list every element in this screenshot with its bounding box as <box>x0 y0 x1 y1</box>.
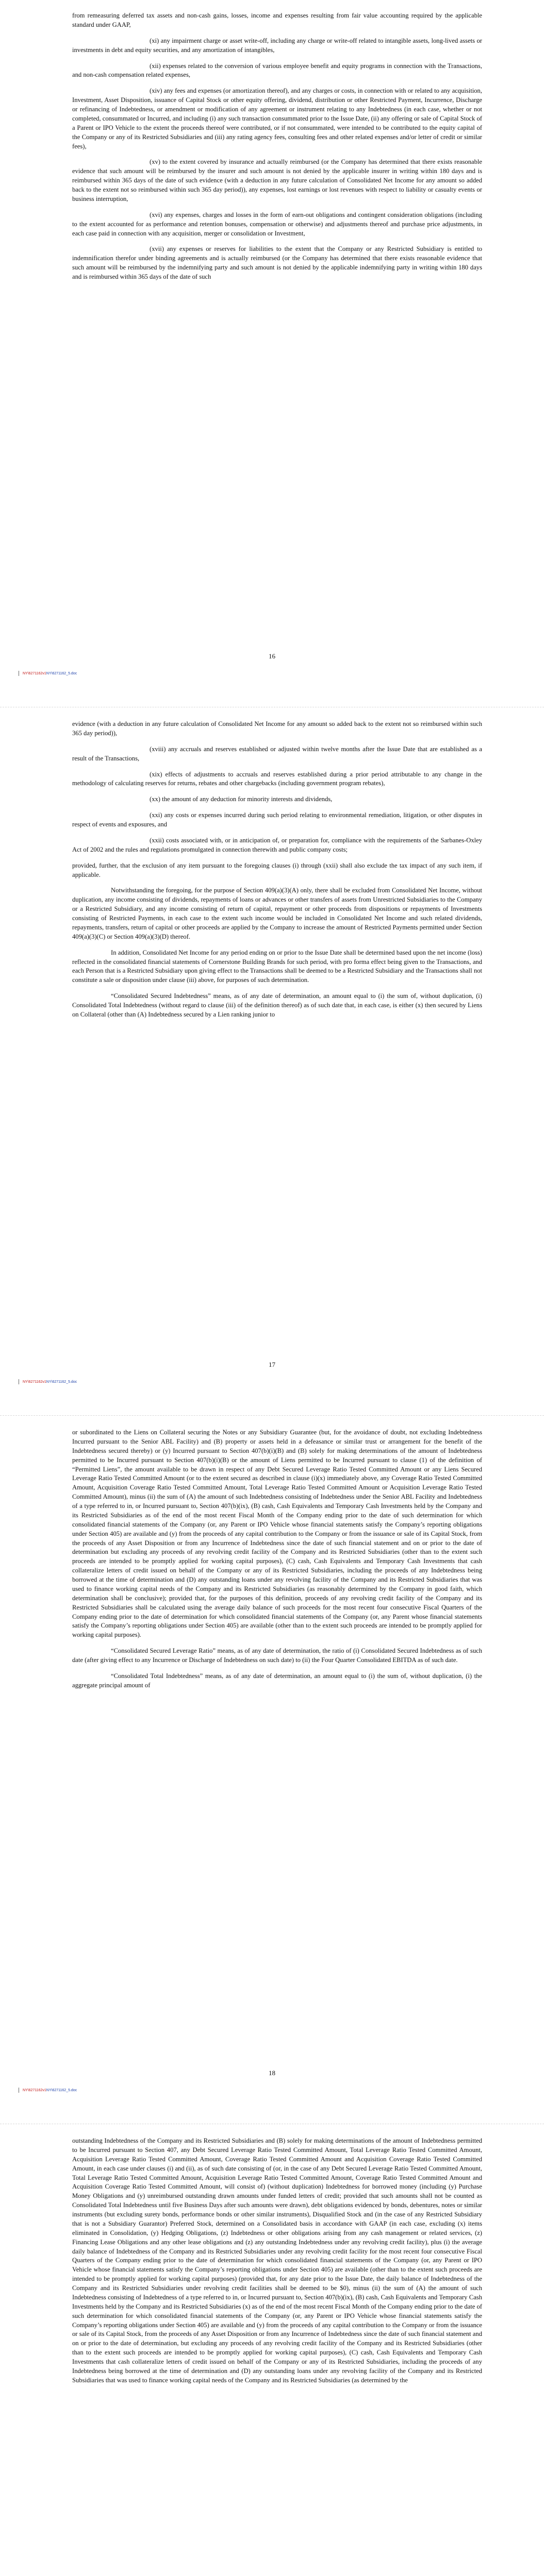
paragraph: outstanding Indebtedness of the Company and its Restricted Subsidiaries and (B) solely for making determinations of the amount of Indebtedness permitted to be Incurred pursuant to Section 407, any Debt Secured Leverage Ratio Tested Committed Amount, Total Leverage Ratio Tested Committed Amount, Acquisition Leverage Ratio Tested Committed Amount, Coverage Ratio Tested Committed Amount and Acquisition Coverage Ratio Tested Committed Amount, in each case under clauses (i) and (ii), as of such date consisting of (or, in the case of any Debt Secured Leverage Ratio Tested Committed Amount, Total Leverage Ratio Tested Committed Amount, Acquisition Leverage Ratio Tested Committed Amount, Coverage Ratio Tested Committed Amount and Acquisition Coverage Ratio Tested Committed Amount, will consist of) (without duplication) Indebtedness for borrowed money (including (y) Purchase Money Obligations and (y) unreimbursed outstanding drawn amounts under funded letters of credit; provided that such amounts shall not be counted as Consolidated Total Indebtedness until five Business Days after such amounts were drawn), debt obligations evidenced by bonds, debentures, notes or similar instruments (but excluding surety bonds, performance bonds or other similar instruments), Disqualified Stock and (in the case of any Restricted Subsidiary that is not a Subsidiary Guarantor) Preferred Stock, determined on a Consolidated basis in accordance with GAAP (in each case, excluding (x) items eliminated in Consolidation, (y) Hedging Obligations, (z) Indebtedness or other obligations arising from any cash management or related services, (z) Financing Lease Obligations and any other lease obligations and (z) any outstanding Indebtedness under any revolving credit facility), plus (i) the average daily balance of Indebtedness of the Company and its Restricted Subsidiaries under any revolving credit facility for the most recent four consecutive Fiscal Quarters of the Company ending prior to the date of determination for which consolidated financial statements of the Company (or, any Parent or IPO Vehicle whose financial statements satisfy the Company’s reporting obligations under Section 405) are available (other than to the extent such proceeds are intended to be promptly applied for working capital purposes) (provided that, for any date prior to the Issue Date, the daily balance of Indebtedness of the Company and its Restricted Subsidiaries under revolving credit facilities shall be deemed to be $0), minus (ii) the sum of (A) the amount of such Indebtedness consisting of Indebtedness of a type referred to in, or Incurred pursuant to, Section 407(b)(ix), (B) cash, Cash Equivalents and Temporary Cash Investments held by the Company and its Restricted Subsidiaries (x) as of the end of the most recent Fiscal Month of the Company ending prior to the date of such determination for which consolidated financial statements of the Company (or, any Parent or IPO Vehicle whose financial statements satisfy the Company’s reporting obligations under Section 405) are available and (y) from the proceeds of any capital contribution to the Company or from the issuance or sale of its Capital Stock, from the proceeds of any Asset Disposition or from any Incurrence of Indebtedness since the date of such financial statement and on or prior to the date of determination, but excluding any proceeds of any revolving credit facility of the Company and its Restricted Subsidiaries (other than to the extent such proceeds are intended to be promptly applied for working capital purposes), (C) cash, Cash Equivalents and Temporary Cash Investments that cash collateralize letters of credit issued on behalf of the Company or any of its Restricted Subsidiaries, including the proceeds of any Indebtedness being borrowed at the time of determination and (D) any outstanding loans under any revolving facility of the Company and its Restricted Subsidiaries that was used to finance working capital needs of the Company and its Restricted Subsidiaries (as determined by the <box>72 2137 482 2384</box>
paragraph: (xxi) any costs or expenses incurred during such period relating to environmental remediation, litigation, or other disputes in respect of events and exposures, and <box>72 811 482 828</box>
document-id-blue: NY\6271162_5.doc <box>46 2089 77 2092</box>
paragraph: (xi) any impairment charge or asset write-off, including any charge or write-off related to intangible assets, long-lived assets or investments in debt and equity securities, and any amortization of intangibles, <box>72 37 482 54</box>
document-id-red: NY\6271162v1 <box>23 672 46 675</box>
document-id-red: NY\6271162v1 <box>23 2089 46 2092</box>
paragraph: or subordinated to the Liens on Collateral securing the Notes or any Subsidiary Guarantee (but, for the avoidance of doubt, not excluding Indebtedness Incurred pursuant to the Senior ABL Facility) and (B) property or assets held in a defeasance or similar trust or arrangement for the benefit of the Indebtedness secured thereby) or (y) Incurred pursuant to Section 407(b)(i)(B) and (B) solely for making determinations of the amount of Indebtedness permitted to be Incurred pursuant to Section 407(b)(i)(B) or the amount of Liens permitted to be Incurred pursuant to clause (1) of the definition of “Permitted Liens”, the amount available to be drawn in respect of any Debt Secured Leverage Ratio Tested Committed Amount or any Liens Secured Leverage Ratio Tested Committed Amount (or to the extent secured as described in clause (i)(x) immediately above, any Coverage Ratio Tested Committed Amount, Acquisition Coverage Ratio Tested Committed Amount, Total Leverage Ratio Tested Committed Amount or Acquisition Leverage Ratio Tested Committed Amount), minus (ii) the sum of (A) the amount of such Indebtedness consisting of Indebtedness under the Senior ABL Facility and Indebtedness of a type referred to in, or Incurred pursuant to, Section 407(b)(ix), (B) cash, Cash Equivalents and Temporary Cash Investments held by the Company and its Restricted Subsidiaries as of the end of the most recent Fiscal Month of the Company ending prior to the date of such determination for which consolidated financial statements of the Company (or, any Parent or IPO Vehicle whose financial statements satisfy the Company’s reporting obligations under Section 405) are available and (y) from the proceeds of any capital contribution to the Company or from the issuance or sale of its Capital Stock, from the proceeds of any Asset Disposition or from any Incurrence of Indebtedness since the date of such financial statement and on or prior to the date of determination but excluding any proceeds of any revolving credit facility of the Company and its Restricted Subsidiaries (other than to the extent such proceeds are intended to be promptly applied for working capital purposes), (C) cash, Cash Equivalents and Temporary Cash Investments that cash collateralize letters of credit issued on behalf of the Company or any of its Restricted Subsidiaries, including the proceeds of any Indebtedness being borrowed at the time of determination and (D) any outstanding loans under any revolving facility of the Company and its Restricted Subsidiaries that was used to finance working capital needs of the Company and its Restricted Subsidiaries (as reasonably determined by the Company in good faith, which determination shall be conclusive); provided that, for the purposes of this definition, proceeds of any revolving credit facility of the Company and its Restricted Subsidiaries shall be calculated using the average daily balance of such proceeds for the most recent four consecutive Fiscal Quarters of the Company ending prior to the date of determination for which consolidated financial statements of the Company (or, any Parent whose financial statements satisfy the Company’s reporting obligations under Section 405) are available (other than to the extent such proceeds are intended to be promptly applied for working capital purposes). <box>72 1429 482 1639</box>
paragraph: (xii) expenses related to the conversion of various employee benefit and equity programs in connection with the Transactions, and non-cash compensation related expenses, <box>72 62 482 79</box>
paragraph: (xx) the amount of any deduction for minority interests and dividends, <box>150 795 333 803</box>
document-page-19 <box>0 2125 544 2576</box>
paragraph: (xvi) any expenses, charges and losses in the form of earn-out obligations and contingent consideration obligations (including to the extent accounted for as performance and retention bonuses, compensation or otherwise) and adjustments thereof and purchase price adjustments, in each case paid in connection with any acquisition, merger or consolidation or Investment, <box>72 211 482 237</box>
page-17-body <box>72 720 482 1026</box>
paragraph: (xvii) any expenses or reserves for liabilities to the extent that the Company or any Restricted Subsidiary is entitled to indemnification therefor under binding agreements and is actually reimbursed (or the Company has determined that there exists reasonable evidence that such amount will be reimbursed by the indemnifying party and such amount is not denied by the applicable indemnifying party in writing within 180 days and is reimbursed within 365 days of the date of such <box>72 245 482 280</box>
page-number: 17 <box>269 1361 275 1368</box>
paragraph: “Consolidated Total Indebtedness” means, as of any date of determination, an amount equal to (i) the sum of, without duplication, (i) the aggregate principal amount of <box>72 1672 482 1689</box>
page-19-body <box>72 2137 482 2392</box>
page-18-body <box>72 1428 482 1697</box>
document-id-blue: NY\6271162_5.doc <box>46 672 77 675</box>
paragraph: provided, further, that the exclusion of any item pursuant to the foregoing clauses (i) through (xxii) shall also exclude the tax impact of any such item, if applicable. <box>72 861 482 878</box>
paragraph: (xxii) costs associated with, or in anticipation of, or preparation for, compliance with the requirements of the Sarbanes-Oxley Act of 2002 and the rules and regulations promulgated in connection therewith and public company costs; <box>72 836 482 853</box>
document-id-red: NY\6271162v1 <box>23 1380 46 1384</box>
page-number: 16 <box>269 652 275 660</box>
document-id-blue: NY\6271162_5.doc <box>46 1380 77 1384</box>
paragraph: Notwithstanding the foregoing, for the purpose of Section 409(a)(3)(A) only, there shall be excluded from Consolidated Net Income, without duplication, any income consisting of dividends, repayments of loans or advances or other transfers of assets from Unrestricted Subsidiaries to the Company or a Restricted Subsidiary, and any income consisting of return of capital, repayment or other proceeds from dispositions or repayments of Investments consisting of Restricted Payments, in each case to the extent such income would be included in Consolidated Net Income and such related dividends, repayments, transfers, return of capital or other proceeds are applied by the Company to increase the amount of Restricted Payments permitted under Section 409(a)(3)(C) or Section 409(a)(3)(D) thereof. <box>72 887 482 940</box>
paragraph: from remeasuring deferred tax assets and non-cash gains, losses, income and expenses resulting from fair value accounting required by the applicable standard under GAAP, <box>72 12 482 28</box>
document-id-footer <box>23 671 77 676</box>
paragraph: (xv) to the extent covered by insurance and actually reimbursed (or the Company has determined that there exists reasonable evidence that such amount will be reimbursed by the insurer and such amount is not denied by the applicable insurer in writing within 180 days and is reimbursed within 365 days of the date of such evidence (with a deduction in any future calculation of Consolidated Net Income for any amount so added back to the extent not so reimbursed within such 365 day period)), any expenses, lost earnings or lost revenues with respect to liability or casualty events or business interruption, <box>72 158 482 202</box>
document-id-footer <box>23 2088 77 2093</box>
paragraph: “Consolidated Secured Leverage Ratio” means, as of any date of determination, the ratio of (i) Consolidated Secured Indebtedness as of such date (after giving effect to any Incurrence or Discharge of Indebtedness on such date) to (ii) the Four Quarter Consolidated EBITDA as of such date. <box>72 1647 482 1664</box>
document-id-footer <box>23 1380 77 1385</box>
paragraph: (xiv) any fees and expenses (or amortization thereof), and any charges or costs, in connection with or related to any acquisition, Investment, Asset Disposition, issuance of Capital Stock or other equity offering, dividend, distribution or other Restricted Payment, Incurrence, Discharge or refinancing of Indebtedness, or amendment or modification of any agreement or instrument relating to any Indebtedness (in each case, whether or not completed, consummated or Incurred, and including (i) any such transaction consummated prior to the Issue Date, (ii) any offering or sale of Capital Stock of a Parent or IPO Vehicle to the extent the proceeds thereof were contributed, or if not consummated, were intended to be contributed to the equity capital of the Company or any of its Restricted Subsidiaries and (iii) any rating agency fees, consulting fees and other related expenses and/or letter of credit or similar fees), <box>72 87 482 150</box>
page-separator <box>0 1415 544 1416</box>
paragraph: (xix) effects of adjustments to accruals and reserves established during a prior period attributable to any change in the methodology of calculating reserves for returns, rebates and other chargebacks (including government program rebates), <box>72 770 482 787</box>
paragraph: “Consolidated Secured Indebtedness” means, as of any date of determination, an amount equal to (i) the sum of, without duplication, (i) Consolidated Total Indebtedness (without regard to clause (iii) of the definition thereof) as of such date that, in each case, is either (x) then secured by Liens on Collateral (other than (A) Indebtedness secured by a Lien ranking junior to <box>72 992 482 1018</box>
paragraph: (xviii) any accruals and reserves established or adjusted within twelve months after the Issue Date that are established as a result of the Transactions, <box>72 745 482 762</box>
document-page-18 <box>0 1417 544 2123</box>
paragraph: In addition, Consolidated Net Income for any period ending on or prior to the Issue Date shall be determined based upon the net income (loss) reflected in the consolidated financial statements of Cornerstone Building Brands for such period, with pro forma effect being given to the Transactions, and each Person that is a Restricted Subsidiary upon giving effect to the Transactions shall be deemed to be a Restricted Subsidiary and the Transactions shall not constitute a sale or disposition under clause (iii) above, for purposes of such determination. <box>72 948 482 984</box>
document-page-16 <box>0 0 544 706</box>
page-16-body <box>72 11 482 289</box>
document-page-17 <box>0 708 544 1414</box>
page-number: 18 <box>269 2069 275 2077</box>
paragraph: evidence (with a deduction in any future calculation of Consolidated Net Income for any amount so added back to the extent not so reimbursed within such 365 day period)), <box>72 720 482 737</box>
